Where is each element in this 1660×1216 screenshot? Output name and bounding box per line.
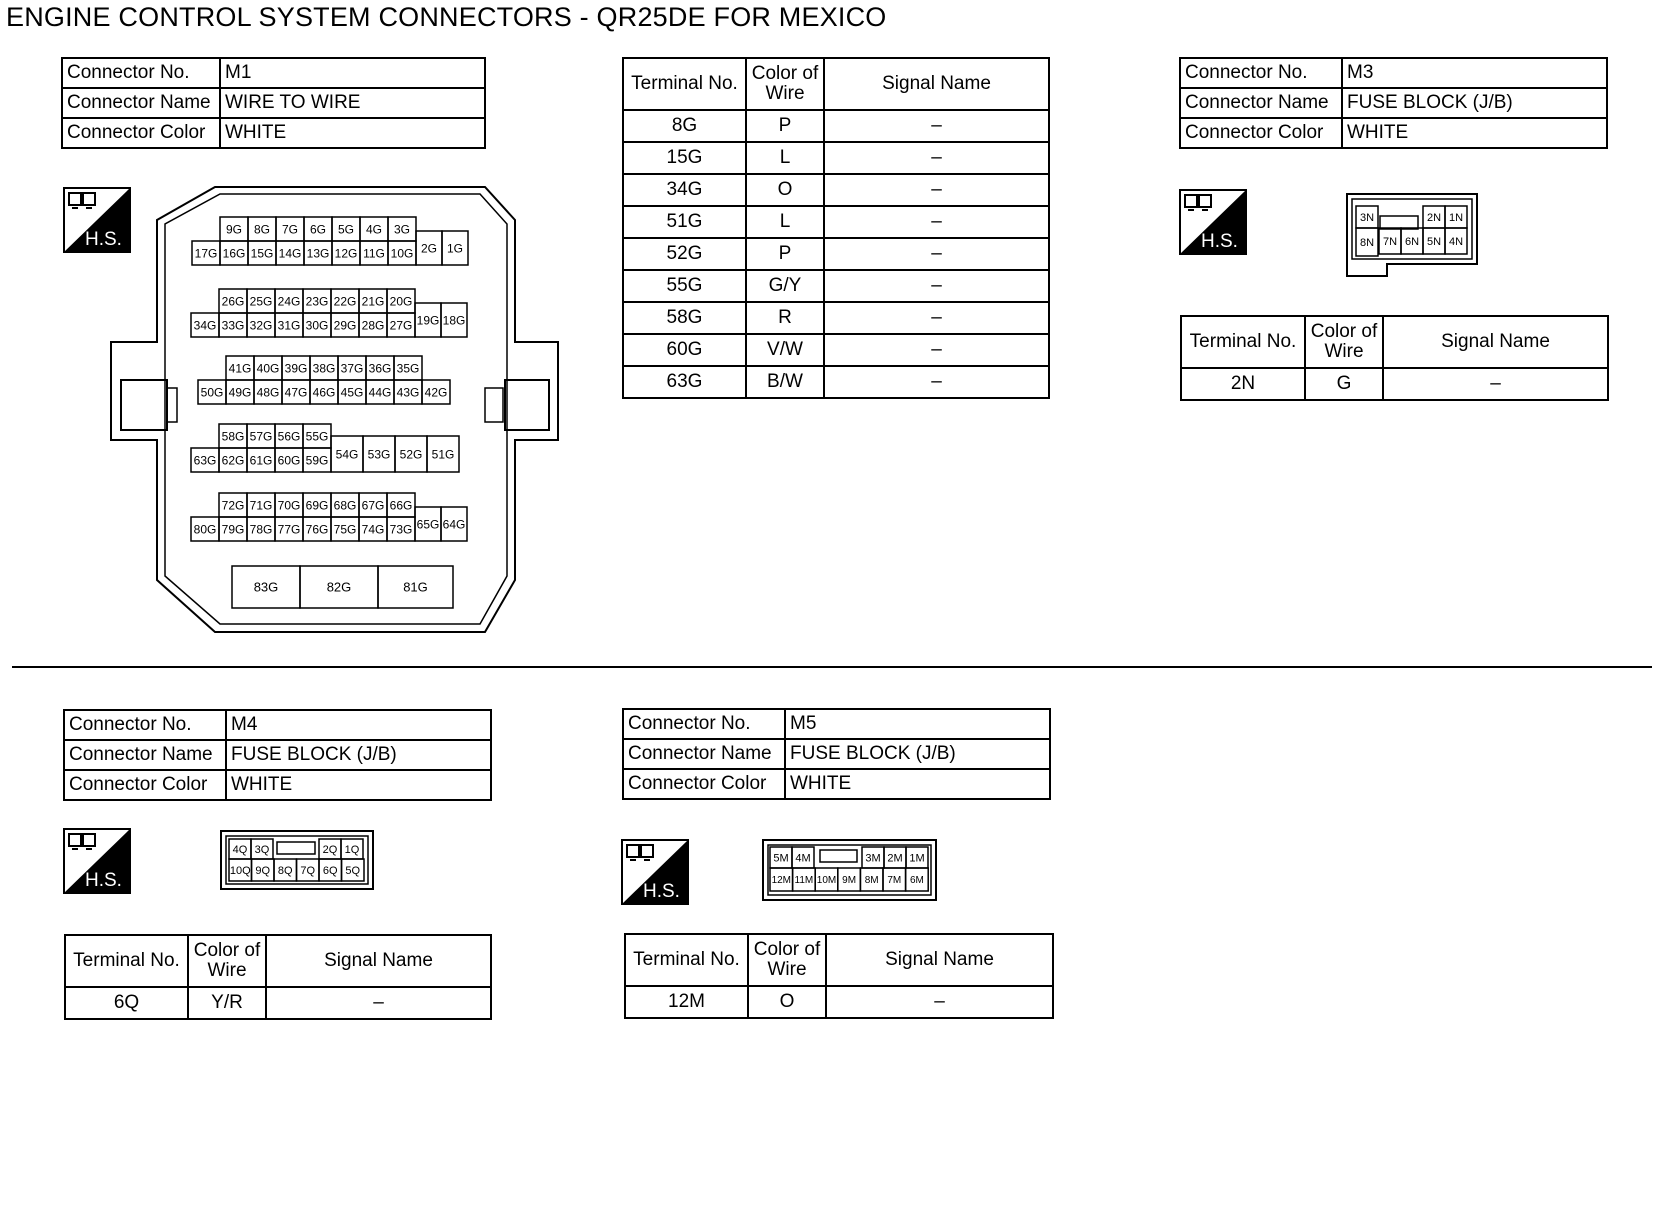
connector-color: WHITE bbox=[1342, 118, 1607, 148]
pin-label: 30G bbox=[305, 318, 329, 333]
m1-connector-face bbox=[0, 0, 580, 650]
connector-no: M1 bbox=[220, 58, 485, 88]
pin-label: 54G bbox=[335, 447, 359, 462]
pin-label: 24G bbox=[277, 294, 301, 309]
pin-label: 26G bbox=[221, 294, 245, 309]
pin-label: 70G bbox=[277, 498, 301, 513]
pin-label: 7M bbox=[887, 875, 902, 887]
pin-label: 34G bbox=[193, 318, 217, 333]
wire-color: R bbox=[746, 302, 824, 334]
hs-label: H.S. bbox=[85, 229, 122, 250]
info-label: Connector Name bbox=[623, 739, 785, 769]
pin-label: 73G bbox=[389, 522, 413, 537]
pin-label: 9Q bbox=[255, 864, 271, 877]
pin-label: 6Q bbox=[322, 864, 338, 877]
pin-label: 60G bbox=[277, 453, 301, 468]
m5-connector-face bbox=[761, 838, 938, 902]
wire-color: O bbox=[748, 986, 826, 1018]
info-label: Connector Color bbox=[62, 118, 220, 148]
pin-label: 7Q bbox=[300, 864, 316, 877]
pin-label: 10M bbox=[816, 875, 837, 887]
pin-label: 81G bbox=[403, 579, 428, 595]
pin-label: 10G bbox=[390, 246, 414, 261]
pin-label: 74G bbox=[361, 522, 385, 537]
header-line: Wire bbox=[767, 959, 807, 980]
signal-name: – bbox=[824, 142, 1049, 174]
pin-label: 8Q bbox=[277, 864, 293, 877]
pin-label: 5G bbox=[337, 222, 355, 237]
pin-label: 2N bbox=[1426, 211, 1442, 224]
pin-label: 22G bbox=[333, 294, 357, 309]
pin-label: 12M bbox=[771, 875, 792, 887]
pin-label: 3Q bbox=[254, 843, 270, 856]
wire-color: O bbox=[746, 174, 824, 206]
header-line: Wire bbox=[1324, 341, 1364, 362]
wire-color: G bbox=[1305, 368, 1383, 400]
header-line: Color of bbox=[193, 940, 261, 961]
signal-name: – bbox=[824, 302, 1049, 334]
pin-label: 64G bbox=[442, 517, 466, 532]
hs-label: H.S. bbox=[1201, 231, 1238, 252]
signal-name: – bbox=[266, 987, 491, 1019]
header-line: Color of bbox=[1310, 321, 1378, 342]
wire-color: P bbox=[746, 110, 824, 142]
info-label: Connector Color bbox=[1180, 118, 1342, 148]
pin-label: 66G bbox=[389, 498, 413, 513]
pin-label: 6G bbox=[309, 222, 327, 237]
terminal-no-header: Terminal No. bbox=[65, 935, 188, 987]
pin-label: 3N bbox=[1359, 211, 1375, 224]
m4-connector-face bbox=[219, 829, 375, 891]
info-label: Connector Name bbox=[64, 740, 226, 770]
pin-label: 4M bbox=[795, 852, 811, 865]
info-label: Connector No. bbox=[62, 58, 220, 88]
pin-label: 75G bbox=[333, 522, 357, 537]
pin-label: 36G bbox=[368, 361, 392, 376]
pin-label: 25G bbox=[249, 294, 273, 309]
pin-label: 72G bbox=[221, 498, 245, 513]
terminal-row bbox=[623, 270, 1049, 302]
pin-label: 9G bbox=[225, 222, 243, 237]
pin-label: 48G bbox=[256, 385, 280, 400]
pin-label: 55G bbox=[305, 429, 329, 444]
pin-label: 32G bbox=[249, 318, 273, 333]
pin-label: 58G bbox=[221, 429, 245, 444]
color-of-wire-header bbox=[1305, 316, 1383, 368]
pin-label: 76G bbox=[305, 522, 329, 537]
pin-label: 71G bbox=[249, 498, 273, 513]
m4-info-table bbox=[63, 709, 492, 801]
terminal-no: 8G bbox=[623, 110, 746, 142]
pin-label: 46G bbox=[312, 385, 336, 400]
terminal-row bbox=[623, 206, 1049, 238]
pin-label: 44G bbox=[368, 385, 392, 400]
pin-label: 6N bbox=[1404, 235, 1420, 248]
signal-name: – bbox=[824, 110, 1049, 142]
connector-name: WIRE TO WIRE bbox=[220, 88, 485, 118]
pin-label: 56G bbox=[277, 429, 301, 444]
page-title: ENGINE CONTROL SYSTEM CONNECTORS - QR25DE FOR MEXICO bbox=[6, 2, 887, 32]
pin-label: 52G bbox=[399, 447, 423, 462]
terminal-no: 34G bbox=[623, 174, 746, 206]
pin-label: 82G bbox=[326, 579, 352, 595]
pin-label: 1G bbox=[446, 241, 464, 256]
pin-label: 59G bbox=[305, 453, 329, 468]
terminal-no-header: Terminal No. bbox=[623, 58, 746, 110]
pin-label: 5Q bbox=[345, 864, 361, 877]
header-line: Color of bbox=[753, 939, 821, 960]
connector-color: WHITE bbox=[785, 769, 1050, 799]
pin-label: 15G bbox=[250, 246, 274, 261]
pin-label: 50G bbox=[200, 385, 224, 400]
signal-name-header: Signal Name bbox=[266, 935, 491, 987]
info-label: Connector Name bbox=[62, 88, 220, 118]
pin-label: 11G bbox=[363, 246, 385, 261]
header-line: Wire bbox=[207, 960, 247, 981]
hs-label: H.S. bbox=[643, 881, 680, 902]
pin-label: 57G bbox=[249, 429, 273, 444]
info-label: Connector No. bbox=[1180, 58, 1342, 88]
info-label: Connector No. bbox=[623, 709, 785, 739]
signal-name: – bbox=[824, 334, 1049, 366]
pin-label: 47G bbox=[284, 385, 308, 400]
m3-connector-face bbox=[1345, 192, 1480, 278]
m4-terminal-table bbox=[64, 934, 492, 1020]
signal-name: – bbox=[824, 206, 1049, 238]
terminal-no: 12M bbox=[625, 986, 748, 1018]
m5-terminal-table bbox=[624, 933, 1054, 1019]
connector-name: FUSE BLOCK (J/B) bbox=[785, 739, 1050, 769]
header-line: Color of bbox=[751, 63, 819, 84]
pin-label: 62G bbox=[221, 453, 245, 468]
pin-label: 42G bbox=[424, 385, 448, 400]
signal-name-header: Signal Name bbox=[1383, 316, 1608, 368]
wire-color: V/W bbox=[746, 334, 824, 366]
pin-label: 6M bbox=[909, 875, 924, 887]
pin-label: 40G bbox=[256, 361, 280, 376]
terminal-no: 6Q bbox=[65, 987, 188, 1019]
terminal-row bbox=[623, 110, 1049, 142]
pin-label: 21G bbox=[361, 294, 385, 309]
wire-color: P bbox=[746, 238, 824, 270]
signal-name: – bbox=[824, 238, 1049, 270]
signal-name-header: Signal Name bbox=[824, 58, 1049, 110]
pin-label: 65G bbox=[416, 517, 440, 532]
pin-label: 7N bbox=[1382, 235, 1398, 248]
wire-color: G/Y bbox=[746, 270, 824, 302]
pin-label: 8G bbox=[253, 222, 271, 237]
pin-label: 2Q bbox=[322, 843, 338, 856]
info-label: Connector Color bbox=[64, 770, 226, 800]
pin-label: 4Q bbox=[232, 843, 248, 856]
pin-label: 33G bbox=[221, 318, 245, 333]
pin-label: 31G bbox=[277, 318, 301, 333]
wire-color: L bbox=[746, 142, 824, 174]
pin-label: 1N bbox=[1448, 211, 1464, 224]
pin-label: 14G bbox=[278, 246, 302, 261]
terminal-no: 63G bbox=[623, 366, 746, 398]
pin-label: 38G bbox=[312, 361, 336, 376]
pin-label: 27G bbox=[389, 318, 413, 333]
section-divider bbox=[12, 666, 1652, 668]
color-of-wire-header bbox=[746, 58, 824, 110]
pin-label: 23G bbox=[305, 294, 329, 309]
pin-label: 18G bbox=[442, 313, 466, 328]
pin-label: 20G bbox=[389, 294, 413, 309]
pin-label: 43G bbox=[396, 385, 420, 400]
pin-label: 28G bbox=[361, 318, 385, 333]
pin-label: 7G bbox=[281, 222, 299, 237]
wire-color: L bbox=[746, 206, 824, 238]
harness-side-icon bbox=[1179, 189, 1247, 255]
pin-label: 8N bbox=[1359, 236, 1375, 249]
pin-label: 39G bbox=[284, 361, 308, 376]
pin-label: 2G bbox=[420, 241, 438, 256]
connector-no: M5 bbox=[785, 709, 1050, 739]
pin-label: 19G bbox=[416, 313, 440, 328]
pin-label: 1Q bbox=[344, 843, 360, 856]
signal-name: – bbox=[826, 986, 1053, 1018]
pin-label: 61G bbox=[249, 453, 273, 468]
pin-label: 45G bbox=[340, 385, 364, 400]
pin-label: 9M bbox=[842, 875, 857, 887]
terminal-row bbox=[623, 174, 1049, 206]
connector-no: M4 bbox=[226, 710, 491, 740]
signal-name: – bbox=[824, 270, 1049, 302]
terminal-row bbox=[65, 987, 491, 1019]
pin-label: 3M bbox=[865, 852, 881, 865]
terminal-no: 15G bbox=[623, 142, 746, 174]
pin-label: 13G bbox=[306, 246, 330, 261]
terminal-row bbox=[625, 986, 1053, 1018]
hs-label: H.S. bbox=[85, 870, 122, 891]
pin-label: 78G bbox=[249, 522, 273, 537]
terminal-no: 60G bbox=[623, 334, 746, 366]
connector-color: WHITE bbox=[220, 118, 485, 148]
pin-label: 11M bbox=[794, 875, 814, 887]
pin-label: 16G bbox=[222, 246, 246, 261]
terminal-row bbox=[623, 366, 1049, 398]
terminal-no: 51G bbox=[623, 206, 746, 238]
terminal-row bbox=[623, 238, 1049, 270]
pin-label: 1M bbox=[909, 852, 925, 865]
m1-terminal-table bbox=[622, 57, 1050, 399]
pin-label: 8M bbox=[864, 875, 879, 887]
wire-color: B/W bbox=[746, 366, 824, 398]
pin-label: 67G bbox=[361, 498, 385, 513]
harness-side-icon bbox=[63, 828, 131, 894]
pin-label: 80G bbox=[193, 522, 217, 537]
terminal-no: 58G bbox=[623, 302, 746, 334]
pin-label: 29G bbox=[333, 318, 357, 333]
pin-label: 51G bbox=[431, 447, 455, 462]
color-of-wire-header bbox=[188, 935, 266, 987]
wire-color: Y/R bbox=[188, 987, 266, 1019]
terminal-no-header: Terminal No. bbox=[1181, 316, 1305, 368]
terminal-row bbox=[623, 334, 1049, 366]
pin-label: 77G bbox=[277, 522, 301, 537]
m3-info-table bbox=[1179, 57, 1608, 149]
connector-name: FUSE BLOCK (J/B) bbox=[226, 740, 491, 770]
pin-label: 5N bbox=[1426, 235, 1442, 248]
terminal-no-header: Terminal No. bbox=[625, 934, 748, 986]
m5-info-table bbox=[622, 708, 1051, 800]
pin-label: 35G bbox=[396, 361, 420, 376]
pin-label: 79G bbox=[221, 522, 245, 537]
signal-name: – bbox=[824, 366, 1049, 398]
pin-label: 10Q bbox=[229, 864, 251, 877]
pin-label: 49G bbox=[228, 385, 252, 400]
header-line: Wire bbox=[765, 83, 805, 104]
terminal-row bbox=[1181, 368, 1608, 400]
pin-label: 4G bbox=[365, 222, 383, 237]
connector-name: FUSE BLOCK (J/B) bbox=[1342, 88, 1607, 118]
terminal-no: 52G bbox=[623, 238, 746, 270]
harness-side-icon bbox=[621, 839, 689, 905]
pin-label: 17G bbox=[194, 246, 218, 261]
signal-name-header: Signal Name bbox=[826, 934, 1053, 986]
signal-name: – bbox=[1383, 368, 1608, 400]
terminal-no: 55G bbox=[623, 270, 746, 302]
terminal-row bbox=[623, 302, 1049, 334]
pin-label: 12G bbox=[334, 246, 358, 261]
pin-label: 68G bbox=[333, 498, 357, 513]
info-label: Connector No. bbox=[64, 710, 226, 740]
pin-label: 69G bbox=[305, 498, 329, 513]
connector-no: M3 bbox=[1342, 58, 1607, 88]
pin-label: 3G bbox=[393, 222, 411, 237]
terminal-row bbox=[623, 142, 1049, 174]
pin-label: 37G bbox=[340, 361, 364, 376]
signal-name: – bbox=[824, 174, 1049, 206]
pin-label: 83G bbox=[253, 579, 279, 595]
info-label: Connector Name bbox=[1180, 88, 1342, 118]
terminal-no: 2N bbox=[1181, 368, 1305, 400]
pin-label: 53G bbox=[367, 447, 391, 462]
pin-label: 41G bbox=[228, 361, 252, 376]
m3-terminal-table bbox=[1180, 315, 1609, 401]
pin-label: 63G bbox=[193, 453, 217, 468]
color-of-wire-header bbox=[748, 934, 826, 986]
pin-label: 4N bbox=[1448, 235, 1464, 248]
connector-color: WHITE bbox=[226, 770, 491, 800]
pin-label: 5M bbox=[773, 852, 789, 865]
info-label: Connector Color bbox=[623, 769, 785, 799]
pin-label: 2M bbox=[887, 852, 903, 865]
